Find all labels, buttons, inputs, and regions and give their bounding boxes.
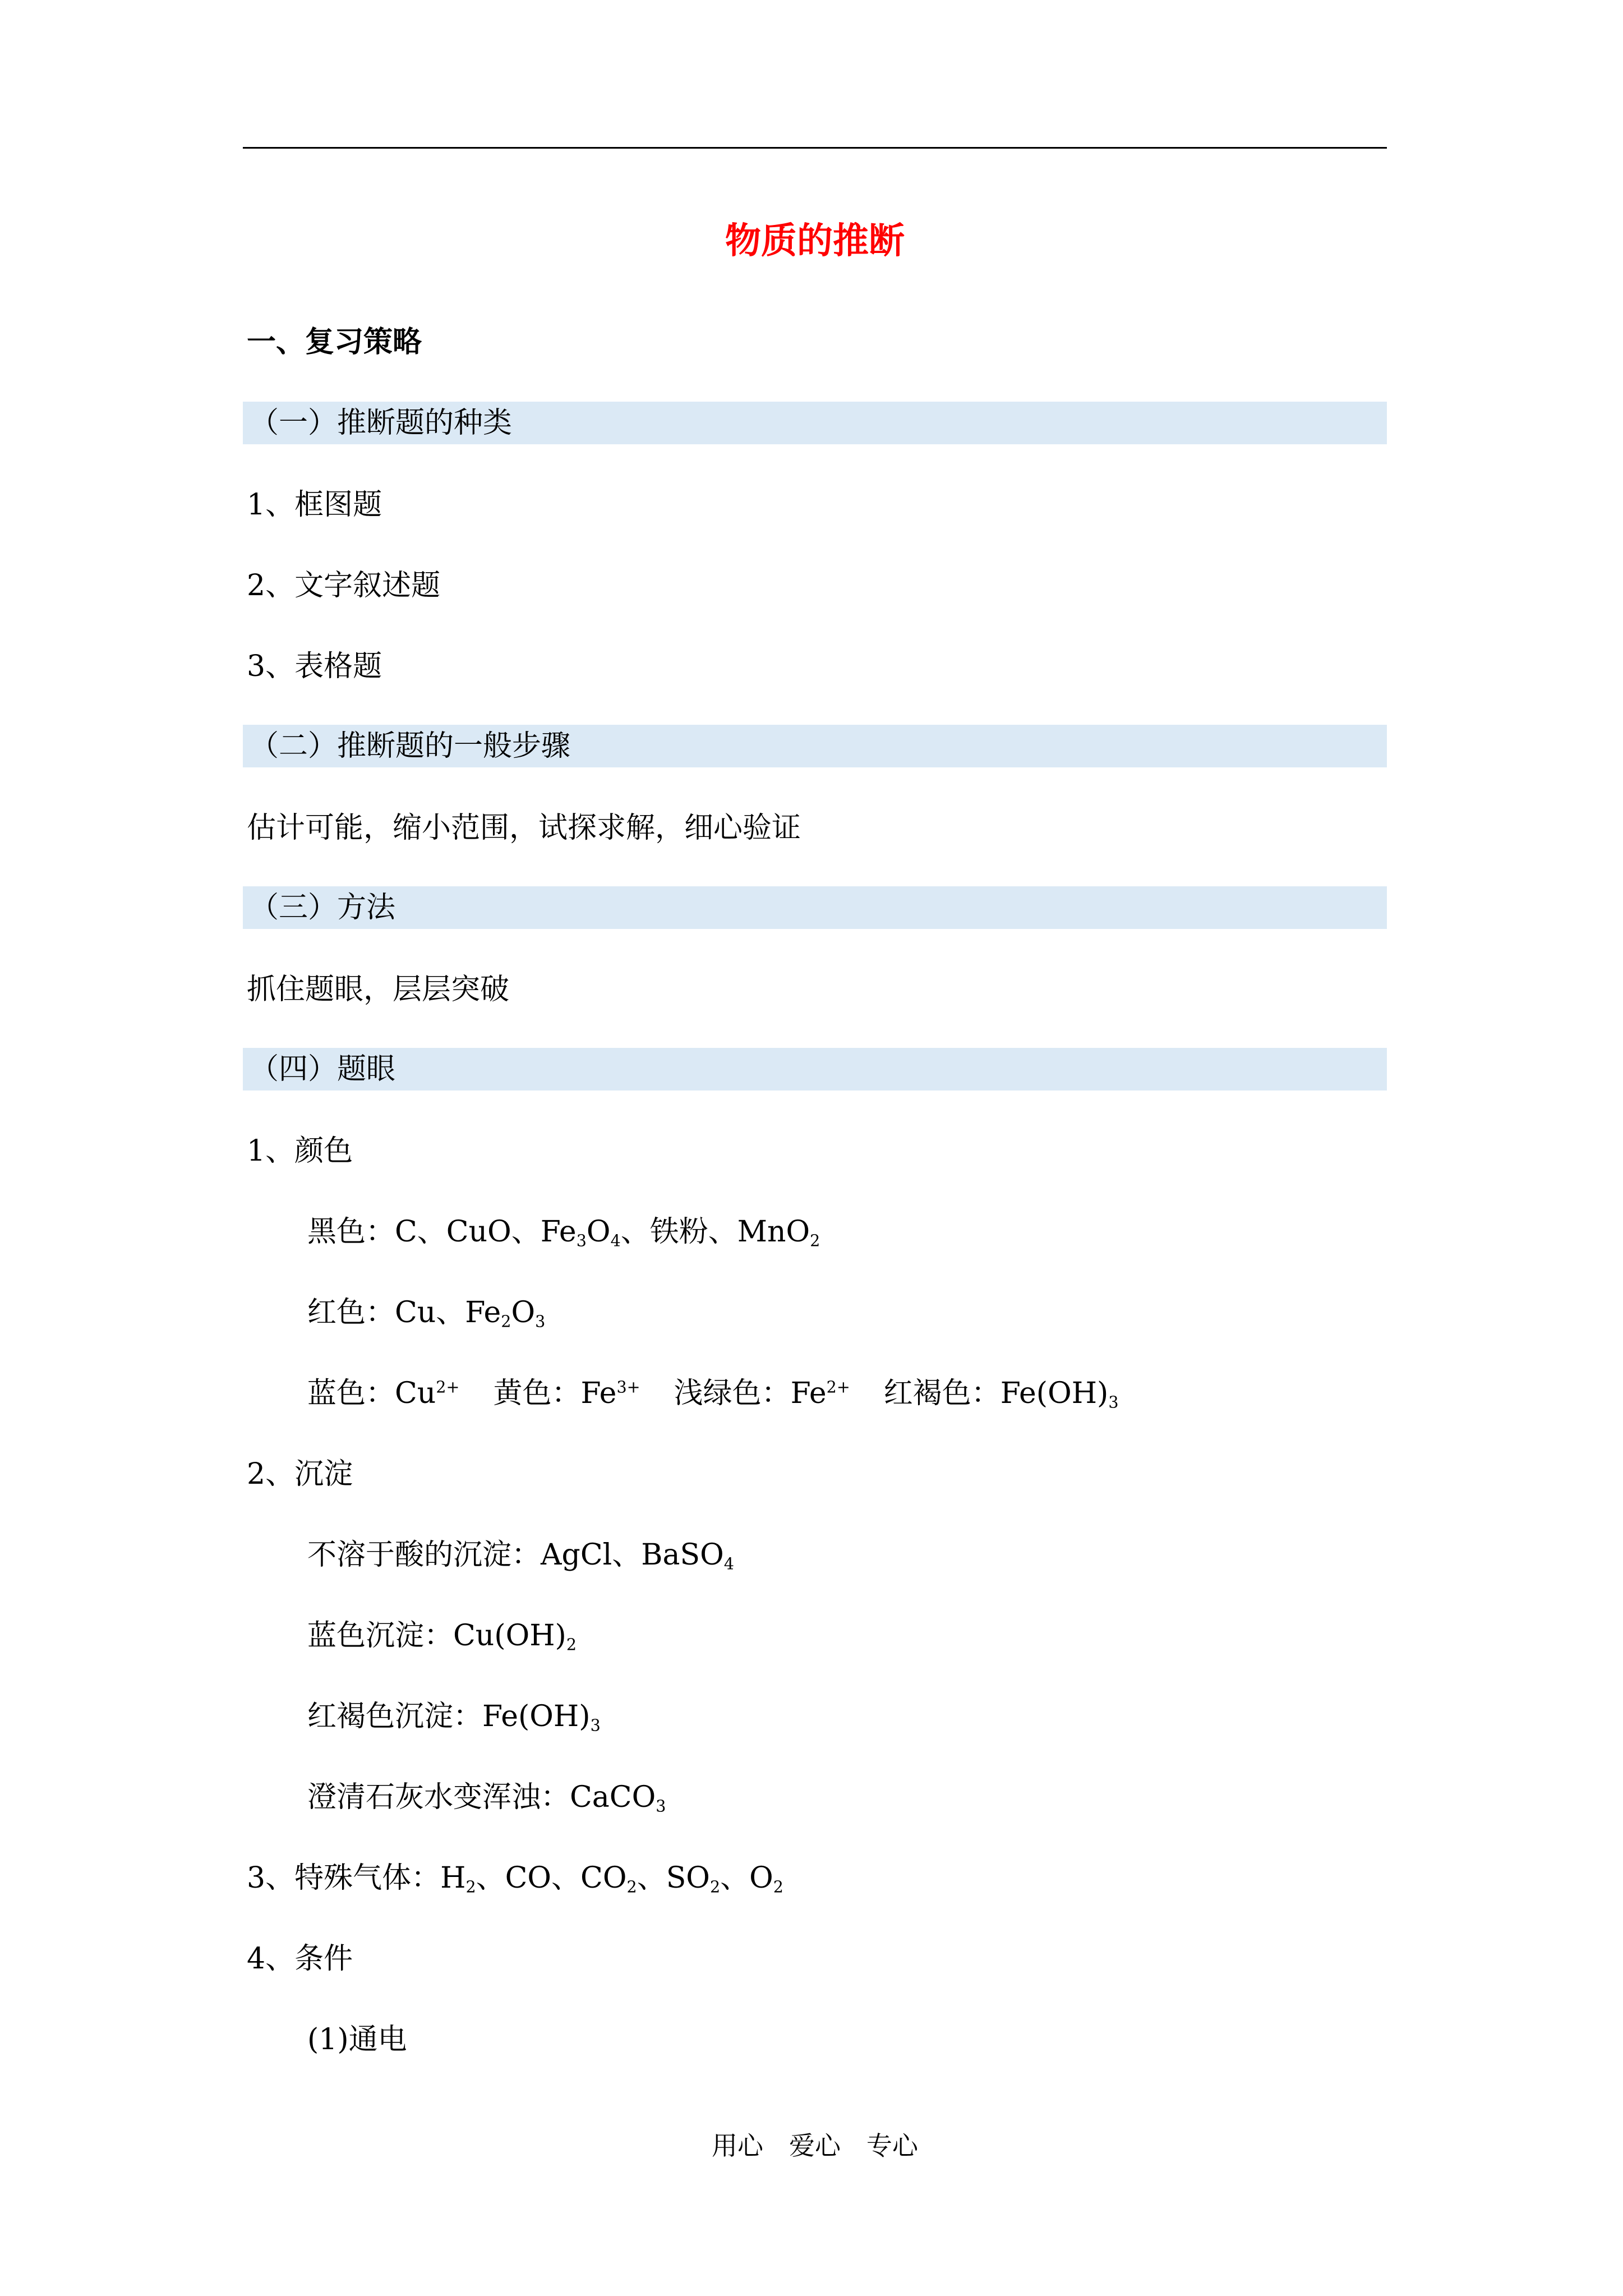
text: 、铁粉、MnO (620, 1215, 810, 1249)
subsection-header: （三）方法 (243, 886, 1387, 929)
subscript: 2 (566, 1635, 577, 1654)
subsection-header: （一）推断题的种类 (243, 402, 1387, 444)
body-text: 估计可能，缩小范围，试探求解，细心验证 (247, 811, 801, 845)
text: 红褐色：Fe(OH) (883, 1377, 1109, 1410)
precipitate-line (307, 1694, 601, 1739)
page-footer: 用心 爱心 专心 (712, 2131, 918, 2161)
color-red-line (307, 1290, 545, 1335)
text: O (511, 1296, 536, 1329)
text: 浅绿色：Fe (674, 1377, 827, 1410)
text: 、CO、CO (476, 1861, 627, 1895)
subscript: 2 (626, 1877, 637, 1897)
subscript: 2 (810, 1231, 820, 1250)
text: 黄色：Fe (493, 1377, 617, 1410)
text: 蓝色：Cu (307, 1377, 436, 1410)
subscript: 3 (1108, 1392, 1119, 1412)
list-item: (1)通电 (307, 2023, 407, 2056)
subscript: 2 (501, 1312, 511, 1331)
section-heading: 一、复习策略 (247, 325, 422, 359)
precipitate-line (307, 1613, 577, 1658)
subscript: 2 (709, 1877, 721, 1897)
subscript: 2 (773, 1877, 783, 1897)
text: 、O (720, 1861, 773, 1895)
text: 黑色：C、CuO、Fe (307, 1215, 577, 1249)
list-item: 2、文字叙述题 (247, 569, 441, 602)
text: 红色：Cu、Fe (307, 1296, 501, 1329)
subscript: 3 (656, 1796, 666, 1816)
subscript: 3 (590, 1715, 601, 1735)
text: 蓝色沉淀：Cu(OH) (307, 1619, 566, 1653)
list-item: 2、沉淀 (247, 1457, 353, 1491)
subscript: 3 (535, 1312, 546, 1331)
list-item: 1、框图题 (247, 488, 382, 522)
list-item: 4、条件 (247, 1942, 353, 1976)
text: 不溶于酸的沉淀：AgCl、BaSO (307, 1538, 724, 1572)
gas-line (247, 1856, 783, 1901)
superscript: 3+ (616, 1377, 640, 1397)
subsection-header: （二）推断题的一般步骤 (243, 725, 1387, 767)
precipitate-line (307, 1775, 666, 1820)
text: O (586, 1215, 611, 1249)
subscript: 4 (610, 1231, 621, 1250)
precipitate-line (307, 1533, 734, 1577)
color-black-line (307, 1209, 820, 1254)
superscript: 2+ (826, 1377, 850, 1397)
subscript: 2 (465, 1877, 476, 1897)
body-text: 抓住题眼，层层突破 (247, 973, 510, 1006)
text: 澄清石灰水变浑浊：CaCO (307, 1780, 656, 1814)
list-item: 3、表格题 (247, 650, 382, 683)
list-item: 1、颜色 (247, 1134, 353, 1168)
page-title: 物质的推断 (725, 220, 905, 262)
color-ions-line (307, 1371, 1119, 1416)
header-rule (243, 147, 1387, 149)
subsection-header: （四）题眼 (243, 1048, 1387, 1091)
superscript: 2+ (436, 1377, 460, 1397)
text: 、SO (637, 1861, 710, 1895)
text: 红褐色沉淀：Fe(OH) (307, 1700, 591, 1733)
text: 3、特殊气体：H (247, 1861, 466, 1895)
subscript: 4 (723, 1554, 734, 1573)
subscript: 3 (576, 1231, 587, 1250)
